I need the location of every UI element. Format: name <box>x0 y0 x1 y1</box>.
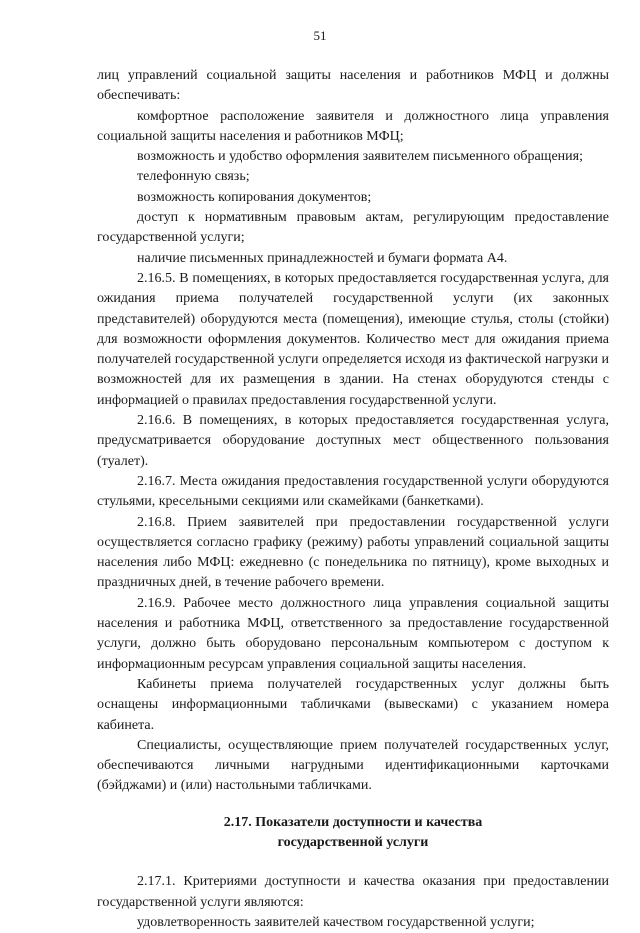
section-heading-line-1: 2.17. Показатели доступности и качества <box>223 814 483 830</box>
paragraph: лиц управлений социальной защиты населения и работников МФЦ и должны обеспечивать: <box>97 68 609 104</box>
page-number: 51 <box>313 28 327 43</box>
list-item: возможность копирования документов; <box>137 189 372 205</box>
clause-2-16-8: 2.16.8. Прием заявителей при предоставлении государственной услуги осуществляется согласно графику (режиму) работы управлений социальной защиты населения либо МФЦ: ежедневно (с понедельника по пятницу), кроме выходных и праздничных дней, в течение рабочего времени. <box>97 514 609 591</box>
list-item: наличие письменных принадлежностей и бумаги формата А4. <box>137 250 508 266</box>
document-body <box>97 66 609 933</box>
section-heading-line-2: государственной услуги <box>277 834 429 850</box>
list-item: доступ к нормативным правовым актам, регулирующим предоставление государственной услуги; <box>97 210 609 246</box>
section-heading <box>97 813 609 854</box>
clause-2-16-5: 2.16.5. В помещениях, в которых предоставляется государственная услуга, для ожидания приема получателей государственной услуги (их законных представителей) оборудуются места (помещения), имеющие стулья, столы (стойки) для возможности оформления документов. Количество мест для ожидания приема получателей государственной услуги определяется исходя из фактической нагрузки и возможностей для их размещения в здании. На стенах оборудуются стенды с информацией о правилах предоставления государственной услуги. <box>97 270 609 408</box>
list-item: возможность и удобство оформления заявителем письменного обращения; <box>137 149 583 165</box>
clause-2-16-9: 2.16.9. Рабочее место должностного лица управления социальной защиты населения и работника МФЦ, ответственного за предоставление государственной услуги, должно быть оборудовано персональным компьютером с доступом к информационным ресурсам управления социальной защиты населения. <box>97 595 609 672</box>
clause-2-16-7: 2.16.7. Места ожидания предоставления государственной услуги оборудуются стульями, кресельными секциями или скамейками (банкетками). <box>97 473 609 510</box>
list-item: удовлетворенность заявителей качеством государственной услуги; <box>137 914 535 930</box>
clause-2-16-6: 2.16.6. В помещениях, в которых предоставляется государственная услуга, предусматривается оборудование доступных мест общественного пользования (туалет). <box>97 413 609 469</box>
paragraph: Специалисты, осуществляющие прием получателей государственных услуг, обеспечиваются личными нагрудными идентификационными карточками (бэйджами) и (или) настольными табличками. <box>97 737 609 794</box>
list-item: телефонную связь; <box>137 169 250 185</box>
clause-2-17-1: 2.17.1. Критериями доступности и качества оказания при предоставлении государственной услуги являются: <box>97 874 609 910</box>
list-item: комфортное расположение заявителя и должностного лица управления социальной защиты населения и работников МФЦ; <box>97 108 609 144</box>
paragraph: Кабинеты приема получателей государственных услуг должны быть оснащены информационными табличками (вывесками) с указанием номера кабинета. <box>97 676 609 733</box>
